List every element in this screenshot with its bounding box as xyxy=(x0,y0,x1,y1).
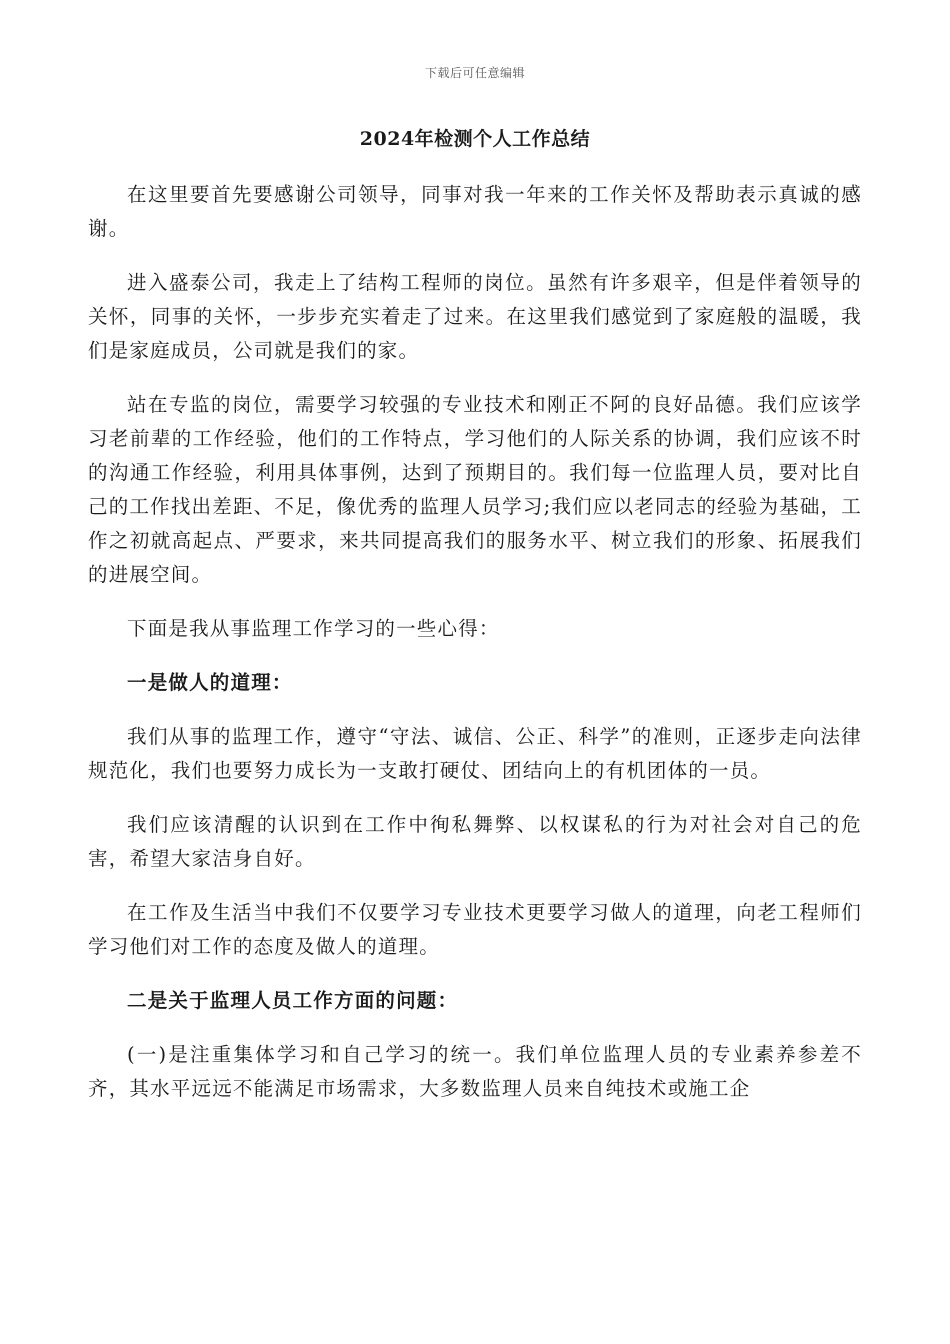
document-body xyxy=(88,178,862,1126)
paragraph-joining-company: 进入盛泰公司，我走上了结构工程师的岗位。虽然有许多艰辛，但是伴着领导的关怀，同事的关怀，一步步充实着走了过来。在这里我们感觉到了家庭般的温暖，我们是家庭成员，公司就是我们的家。 xyxy=(88,271,862,362)
paragraph-code-of-practice: 我们从事的监理工作，遵守“守法、诚信、公正、科学”的准则，正逐步走向法律规范化，我们也要努力成长为一支敢打硬仗、团结向上的有机团体的一员。 xyxy=(88,725,862,782)
paragraph-integrity: 我们应该清醒的认识到在工作中徇私舞弊、以权谋私的行为对社会对自己的危害，希望大家洁身自好。 xyxy=(88,813,862,870)
paragraph-thanks: 在这里要首先要感谢公司领导，同事对我一年来的工作关怀及帮助表示真诚的感谢。 xyxy=(88,183,862,240)
paragraph-intro-insights: 下面是我从事监理工作学习的一些心得： xyxy=(127,617,500,640)
paragraph-supervisor-role: 站在专监的岗位，需要学习较强的专业技术和刚正不阿的良好品德。我们应该学习老前辈的工作经验，他们的工作特点，学习他们的人际关系的协调，我们应该不时的沟通工作经验，利用具体事例，达到了预期目的。我们每一位监理人员，要对比自己的工作找出差距、不足，像优秀的监理人员学习;我们应以老同志的经验为基础，工作之初就高起点、严要求，来共同提高我们的服务水平、树立我们的形象、拓展我们的进展空间。 xyxy=(88,393,862,586)
section-heading-work-issues: 二是关于监理人员工作方面的问题： xyxy=(127,989,459,1012)
paragraph-learn-from-seniors: 在工作及生活当中我们不仅要学习专业技术更要学习做人的道理，向老工程师们学习他们对工作的态度及做人的道理。 xyxy=(88,901,862,958)
page-title: 2024年检测个人工作总结 xyxy=(359,128,591,150)
header-note: 下载后可任意编辑 xyxy=(424,66,525,80)
paragraph-collective-learning: (一)是注重集体学习和自己学习的统一。我们单位监理人员的专业素养参差不齐，其水平远远不能满足市场需求，大多数监理人员来自纯技术或施工企 xyxy=(88,1043,862,1100)
section-heading-conduct: 一是做人的道理： xyxy=(127,671,293,694)
